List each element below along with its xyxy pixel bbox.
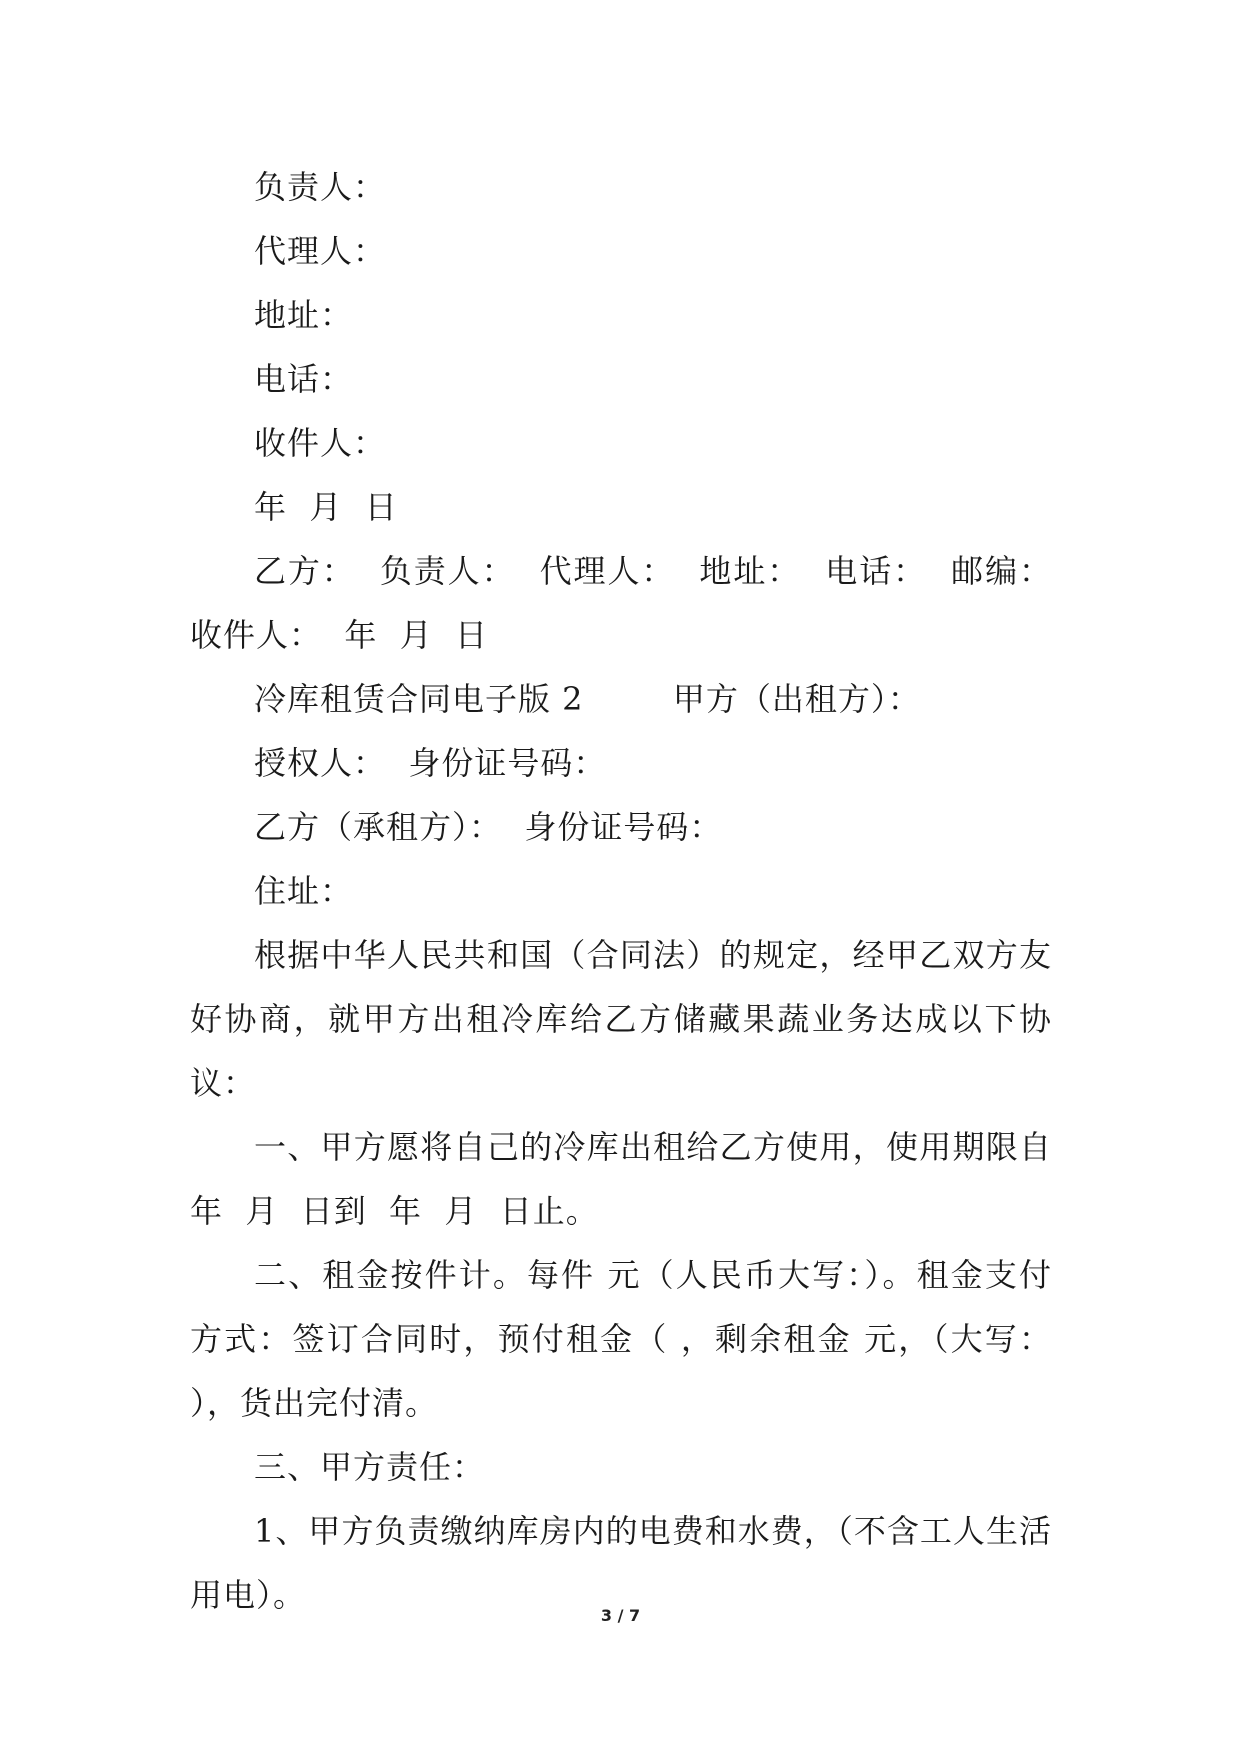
paragraph: 地址：	[254, 296, 354, 334]
document-body	[190, 155, 1075, 1627]
paragraph: 根据中华人民共和国（合同法）的规定，经甲乙双方友好协商，就甲方出租冷库给乙方储藏果蔬业务达成以下协议：	[190, 936, 1052, 1102]
paragraph: 冷库租赁合同电子版 2 甲方（出租方）：	[254, 680, 921, 718]
paragraph: 三、甲方责任：	[254, 1448, 486, 1486]
paragraph: 授权人： 身份证号码：	[254, 744, 607, 782]
paragraph: 代理人：	[254, 232, 387, 270]
paragraph: 收件人：	[254, 424, 387, 462]
page-number: 3 / 7	[600, 1606, 641, 1625]
paragraph: 乙方（承租方）： 身份证号码：	[254, 808, 723, 846]
paragraph: 负责人：	[254, 168, 387, 206]
paragraph: 电话：	[254, 360, 354, 398]
paragraph: 1、甲方负责缴纳库房内的电费和水费，（不含工人生活用电）。	[190, 1512, 1052, 1614]
paragraph: 二、租金按件计。每件 元（人民币大写：）。租金支付方式：签订合同时，预付租金（ ，剩余租金 元，（大写： ），货出完付清。	[190, 1256, 1064, 1422]
paragraph: 年 月 日	[254, 488, 398, 526]
paragraph: 乙方： 负责人： 代理人： 地址： 电话： 邮编： 收件人： 年 月 日	[190, 552, 1075, 654]
paragraph: 一、甲方愿将自己的冷库出租给乙方使用，使用期限自 年 月 日到 年 月 日止。	[190, 1128, 1075, 1230]
paragraph: 住址：	[254, 872, 354, 910]
